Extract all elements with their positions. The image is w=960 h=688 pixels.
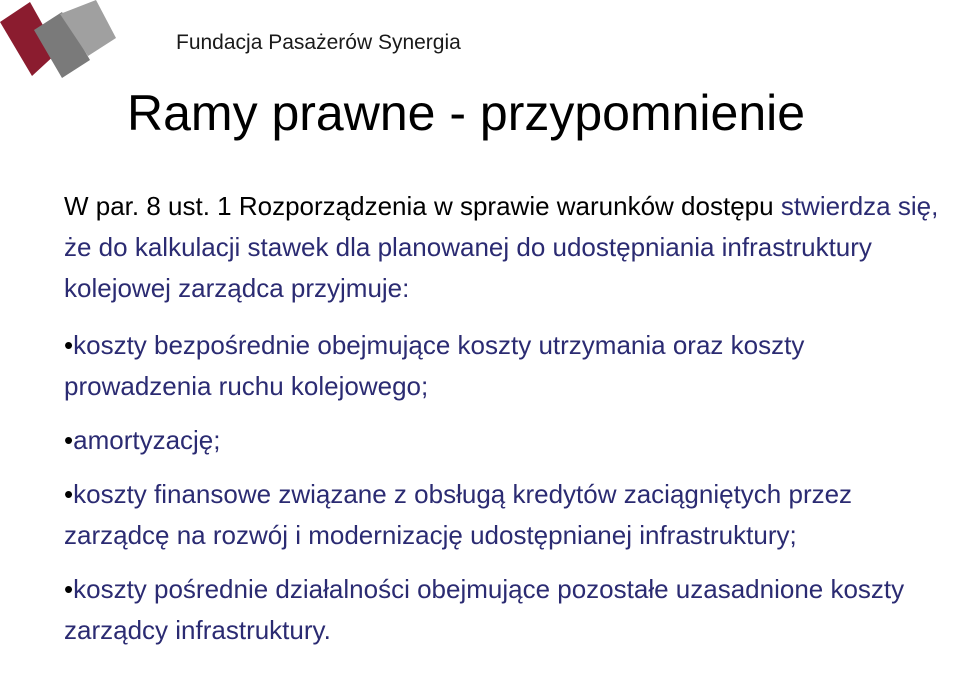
bullet-marker: • [64, 479, 74, 509]
bullet-text: amortyzację; [73, 425, 221, 455]
list-item [64, 325, 957, 407]
organization-name: Fundacja Pasażerów Synergia [176, 31, 461, 54]
page-title: Ramy prawne - przypomnienie [127, 85, 806, 141]
bullet-text: koszty bezpośrednie obejmujące koszty utrzymania oraz koszty prowadzenia ruchu kolejowego; [64, 330, 805, 401]
foundation-logo-icon [0, 0, 120, 84]
bullet-marker: • [64, 425, 74, 455]
list-item [64, 569, 957, 651]
intro-paragraph [64, 186, 954, 309]
list-item [64, 420, 957, 461]
bullet-marker: • [64, 330, 74, 360]
bullet-list [64, 325, 957, 651]
intro-continuation: stwierdza się, że do kalkulacji stawek dla planowanej do udostępniania infrastruktury kolejowej zarządca przyjmuje: [64, 191, 939, 303]
bullet-text: koszty pośrednie działalności obejmujące pozostałe uzasadnione koszty zarządcy infrastruktury. [64, 574, 905, 645]
intro-lead: W par. 8 ust. 1 Rozporządzenia w sprawie warunków dostępu [64, 191, 774, 221]
bullet-text: koszty finansowe związane z obsługą kredytów zaciągniętych przez zarządcę na rozwój i modernizację udostępnianej infrastruktury; [64, 479, 853, 550]
bullet-marker: • [64, 574, 74, 604]
list-item [64, 474, 957, 556]
